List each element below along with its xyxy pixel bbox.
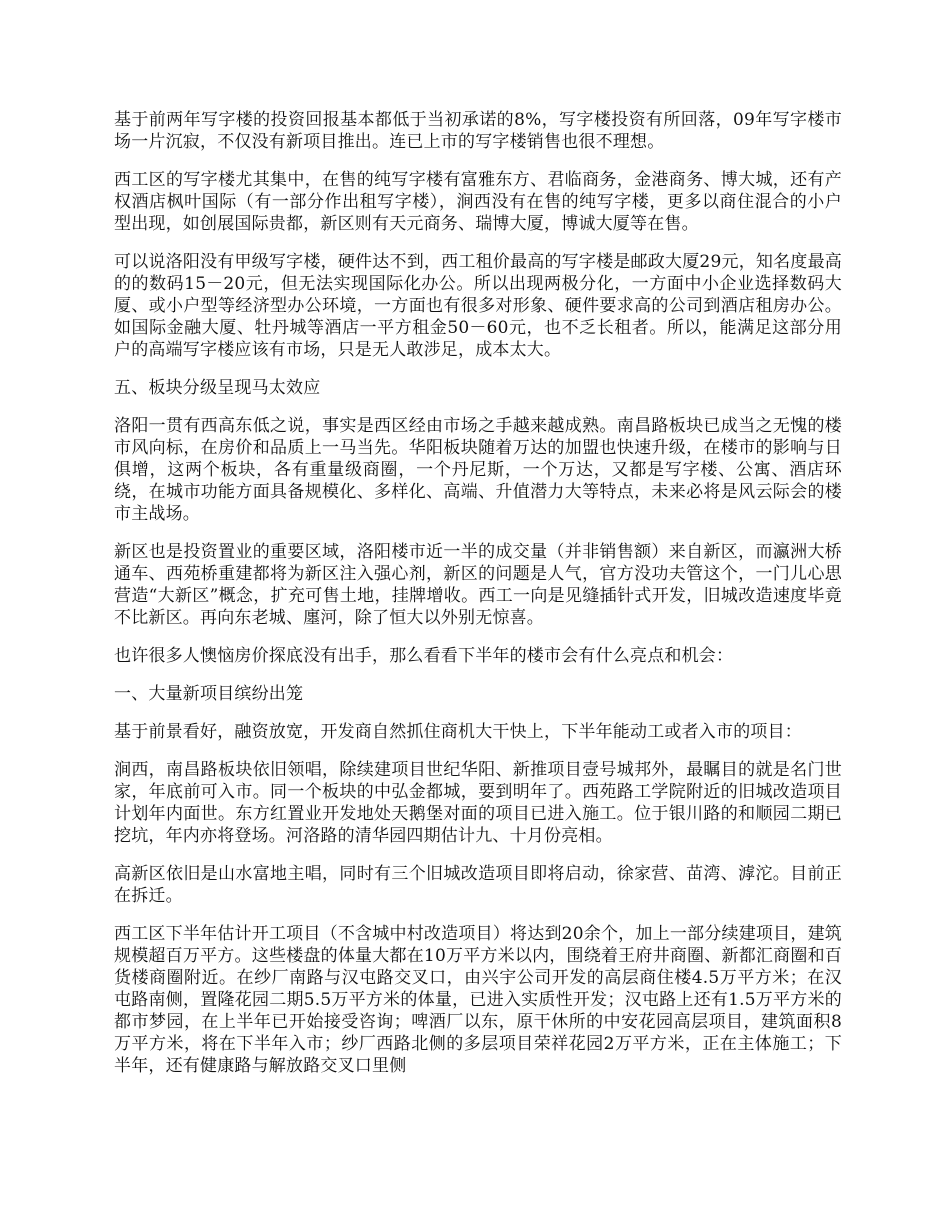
section-heading-matthew-effect: 五、板块分级呈现马太效应 xyxy=(114,378,321,398)
document-body xyxy=(114,109,842,1093)
paragraph-developers-projects: 基于前景看好，融资放宽，开发商自然抓住商机大干快上，下半年能动工或者入市的项目： xyxy=(114,722,802,742)
paragraph-xigong-office-buildings: 西工区的写字楼尤其集中，在售的纯写字楼有富雅东方、君临商务，金港商务、博大城，还有产权酒店枫叶国际（有一部分作出租写字楼），涧西没有在售的纯写字楼，更多以商住混合的小户型出现，如创展国际贵都，新区则有天元商务、瑞博大厦，博诚大厦等在售。 xyxy=(114,170,842,234)
paragraph-xigong-new-projects: 西工区下半年估计开工项目（不含城中村改造项目）将达到20余个，加上一部分续建项目，建筑规模超百万平方。这些楼盘的体量大都在10万平方米以内，围绕着王府井商圈、新都汇商圈和百货楼商圈附近。在纱厂南路与汉屯路交叉口，由兴宇公司开发的高层商住楼4.5万平方米；在汉屯路南侧，置隆花园二期5.5万平方米的体量，已进入实质性开发；汉屯路上还有1.5万平方米的都市梦园，在上半年已开始接受咨询；啤酒厂以东，原干休所的中安花园高层项目，建筑面积8万平方米，将在下半年入市；纱厂西路北侧的多层项目荣祥花园2万平方米，正在主体施工；下半年，还有健康路与解放路交叉口里侧 xyxy=(114,924,842,1076)
paragraph-office-investment-return: 基于前两年写字楼的投资回报基本都低于当初承诺的8%，写字楼投资有所回落，09年写字楼市场一片沉寂，不仅没有新项目推出。连已上市的写字楼销售也很不理想。 xyxy=(114,110,842,152)
paragraph-west-high-east-low: 洛阳一贯有西高东低之说，事实是西区经由市场之手越来越成熟。南昌路板块已成当之无愧的楼市风向标，在房价和品质上一马当先。华阳板块随着万达的加盟也快速升级，在楼市的影响与日俱增，这两个板块，各有重量级商圈，一个丹尼斯，一个万达，又都是写字楼、公寓、酒店环绕，在城市功能方面具备规模化、多样化、高端、升值潜力大等特点，未来必将是风云际会的楼市主战场。 xyxy=(114,416,842,524)
paragraph-second-half-outlook: 也许很多人懊恼房价探底没有出手，那么看看下半年的楼市会有什么亮点和机会： xyxy=(114,646,734,666)
paragraph-jianxi-projects: 涧西，南昌路板块依旧领唱，除续建项目世纪华阳、新推项目壹号城邦外，最瞩目的就是名门世家，年底前可入市。同一个板块的中弘金都城，要到明年了。西苑路工学院附近的旧城改造项目计划年内面世。东方红置业开发地处天鹅堡对面的项目已进入施工。位于银川路的和顺园二期已挖坑，年内亦将登场。河洛路的清华园四期估计九、十月份亮相。 xyxy=(114,760,842,846)
section-heading-new-projects: 一、大量新项目缤纷出笼 xyxy=(114,684,304,704)
paragraph-high-tech-zone: 高新区依旧是山水富地主唱，同时有三个旧城改造项目即将启动，徐家营、苗湾、滹沱。目前正在拆迁。 xyxy=(114,864,842,906)
paragraph-new-district-investment: 新区也是投资置业的重要区域，洛阳楼市近一半的成交量（并非销售额）来自新区，而瀛洲大桥通车、西苑桥重建都将为新区注入强心剂，新区的问题是人气，官方没功夫管这个，一门儿心思营造“大新区”概念，扩充可售土地，挂牌增收。西工一向是见缝插针式开发，旧城改造速度毕竟不比新区。再向东老城、廛河，除了恒大以外别无惊喜。 xyxy=(114,542,842,628)
paragraph-no-grade-a-office: 可以说洛阳没有甲级写字楼，硬件达不到，西工租价最高的写字楼是邮政大厦29元，知名度最高的的数码15－20元，但无法实现国际化办公。所以出现两极分化，一方面中小企业选择数码大厦、或小户型等经济型办公环境，一方面也有很多对形象、硬件要求高的公司到酒店租房办公。如国际金融大厦、牡丹城等酒店一平方租金50－60元，也不乏长租者。所以，能满足这部分用户的高端写字楼应该有市场，只是无人敢涉足，成本太大。 xyxy=(114,252,842,360)
